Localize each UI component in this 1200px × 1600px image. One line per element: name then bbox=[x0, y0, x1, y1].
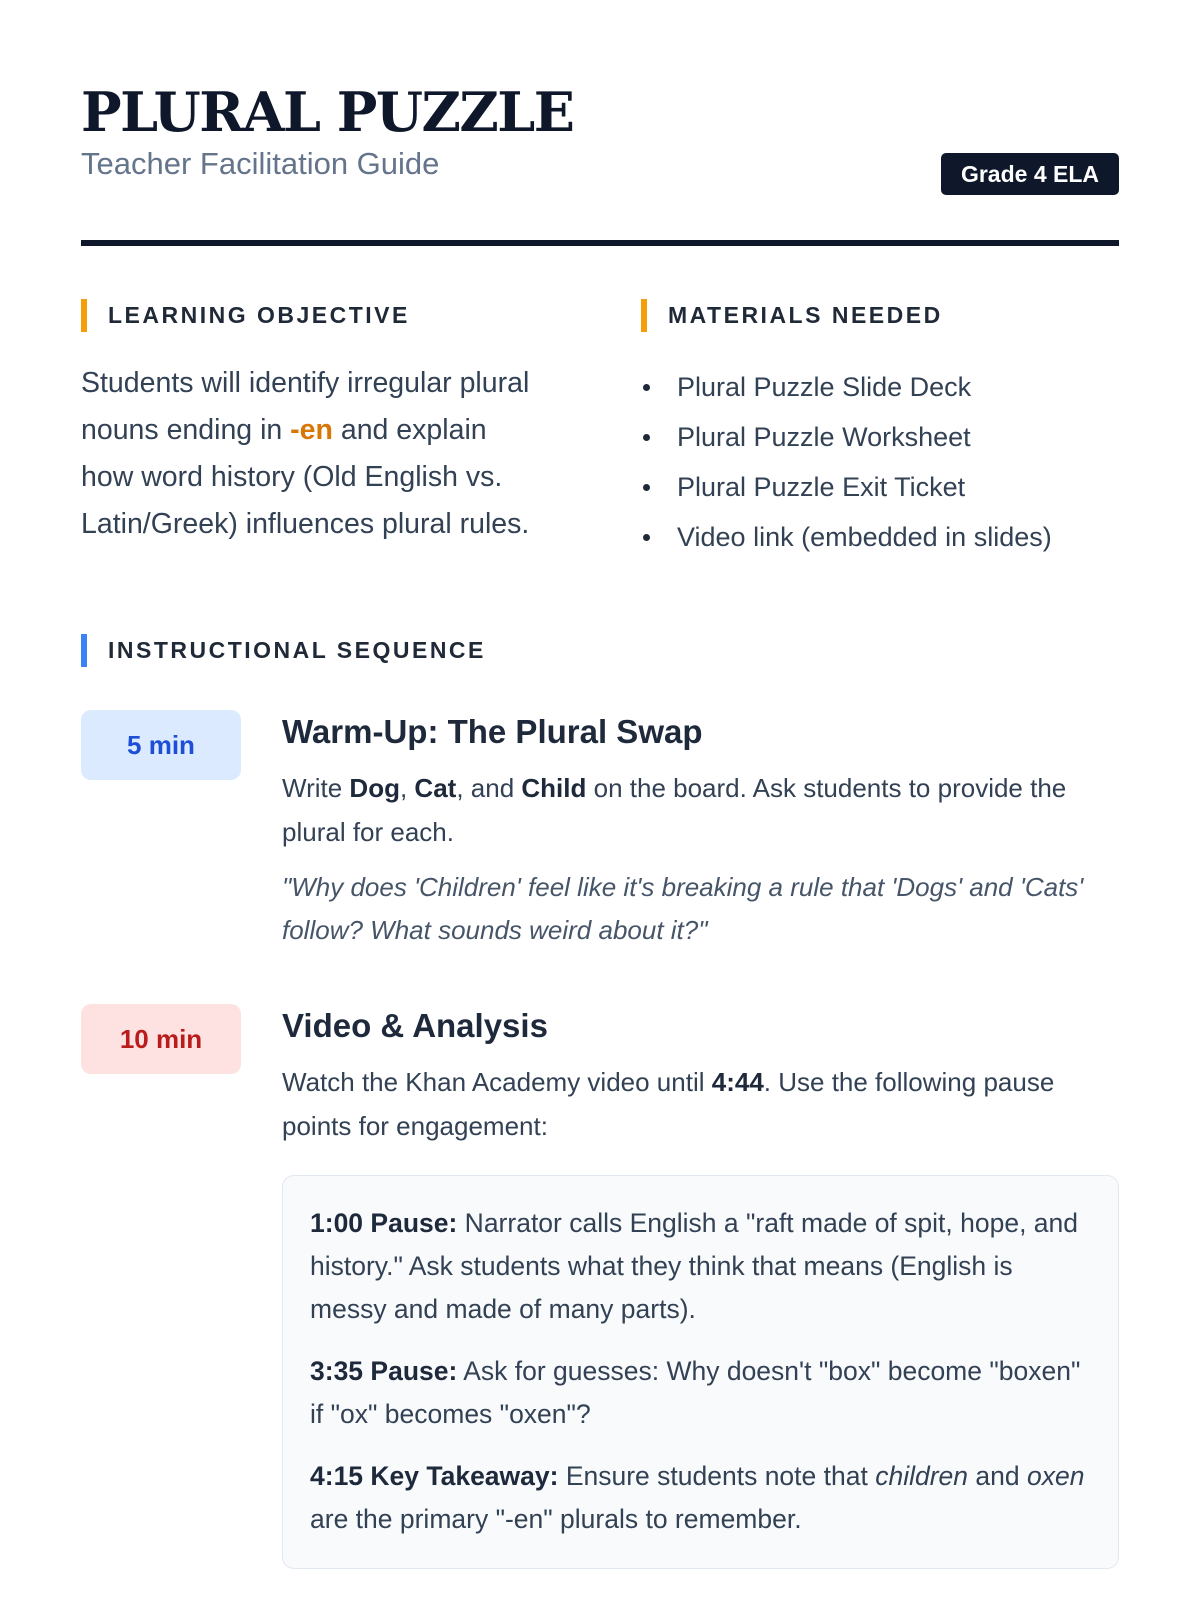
time-badge: 10 min bbox=[81, 1004, 241, 1074]
text-run: Write bbox=[282, 773, 350, 803]
materials-section bbox=[641, 299, 1119, 562]
objective-heading bbox=[81, 299, 641, 332]
step-title: Warm-Up: The Plural Swap bbox=[282, 713, 703, 750]
step-title: Video & Analysis bbox=[282, 1007, 548, 1044]
materials-list bbox=[641, 362, 1119, 562]
sequence-step-video bbox=[81, 1004, 1119, 1569]
materials-heading bbox=[641, 299, 1119, 332]
section-accent-bar bbox=[81, 299, 87, 332]
step-description bbox=[282, 766, 1119, 854]
pause-text: Ensure students note that bbox=[558, 1461, 876, 1491]
materials-item: Plural Puzzle Worksheet bbox=[641, 412, 1119, 462]
step-body bbox=[282, 1004, 1119, 1569]
objective-section bbox=[81, 299, 641, 562]
header-divider bbox=[81, 240, 1119, 246]
pause-points-box bbox=[282, 1175, 1119, 1569]
objective-highlight: -en bbox=[290, 414, 333, 446]
page-subtitle: Teacher Facilitation Guide bbox=[81, 146, 440, 181]
page-header bbox=[81, 0, 1119, 240]
sequence-heading bbox=[81, 634, 1119, 667]
text-run: . Use the following pause points for engagement: bbox=[282, 1067, 1055, 1141]
step-description bbox=[282, 1060, 1119, 1148]
emphasis-word: oxen bbox=[1026, 1461, 1085, 1491]
page-title: PLURAL PUZZLE bbox=[81, 80, 574, 144]
text-run: on the board. Ask students to provide the plural for each. bbox=[282, 773, 1067, 847]
pause-text: and bbox=[968, 1461, 1027, 1491]
pause-text: Ask for guesses: Why doesn't "box" become "boxen" if "ox" becomes "oxen"? bbox=[310, 1356, 1081, 1429]
pause-text: Narrator calls English a "raft made of spit, hope, and history." Ask students what they think that means (English is messy and made of many parts). bbox=[310, 1208, 1079, 1324]
bold-word: Child bbox=[521, 773, 587, 803]
section-accent-bar bbox=[641, 299, 647, 332]
materials-item: Video link (embedded in slides) bbox=[641, 512, 1119, 562]
objective-heading-label: LEARNING OBJECTIVE bbox=[108, 302, 410, 328]
sequence-step-warm-up bbox=[81, 710, 1119, 952]
overview-columns bbox=[81, 299, 1119, 562]
step-body bbox=[282, 710, 1119, 952]
objective-text-before: Students will identify irregular plural nouns ending in bbox=[81, 367, 530, 446]
grade-badge: Grade 4 ELA bbox=[941, 153, 1119, 195]
emphasis-word: children bbox=[875, 1461, 969, 1491]
bold-word: 4:44 bbox=[711, 1067, 764, 1097]
bold-word: Dog bbox=[349, 773, 400, 803]
bold-word: Cat bbox=[414, 773, 457, 803]
materials-item: Plural Puzzle Slide Deck bbox=[641, 362, 1119, 412]
text-run: Watch the Khan Academy video until bbox=[282, 1067, 712, 1097]
sequence-heading-label: INSTRUCTIONAL SEQUENCE bbox=[108, 637, 486, 663]
pause-label: 1:00 Pause: bbox=[310, 1208, 458, 1238]
pause-point bbox=[310, 1455, 1091, 1541]
pause-point bbox=[310, 1350, 1091, 1436]
section-accent-bar bbox=[81, 634, 87, 667]
text-run: , and bbox=[456, 773, 522, 803]
pause-point bbox=[310, 1202, 1091, 1331]
pause-label: 3:35 Pause: bbox=[310, 1356, 458, 1386]
materials-item: Plural Puzzle Exit Ticket bbox=[641, 462, 1119, 512]
text-run: , bbox=[399, 773, 415, 803]
pause-label: 4:15 Key Takeaway: bbox=[310, 1461, 559, 1491]
objective-text-after: and explain how word history (Old English vs. Latin/Greek) influences plural rules. bbox=[81, 414, 530, 540]
objective-text bbox=[81, 360, 531, 548]
time-badge: 5 min bbox=[81, 710, 241, 780]
pause-text: are the primary "-en" plurals to remember. bbox=[310, 1504, 802, 1534]
materials-heading-label: MATERIALS NEEDED bbox=[668, 302, 943, 328]
discussion-quote: "Why does 'Children' feel like it's breaking a rule that 'Dogs' and 'Cats' follow? What sounds weird about it?" bbox=[282, 872, 1084, 945]
